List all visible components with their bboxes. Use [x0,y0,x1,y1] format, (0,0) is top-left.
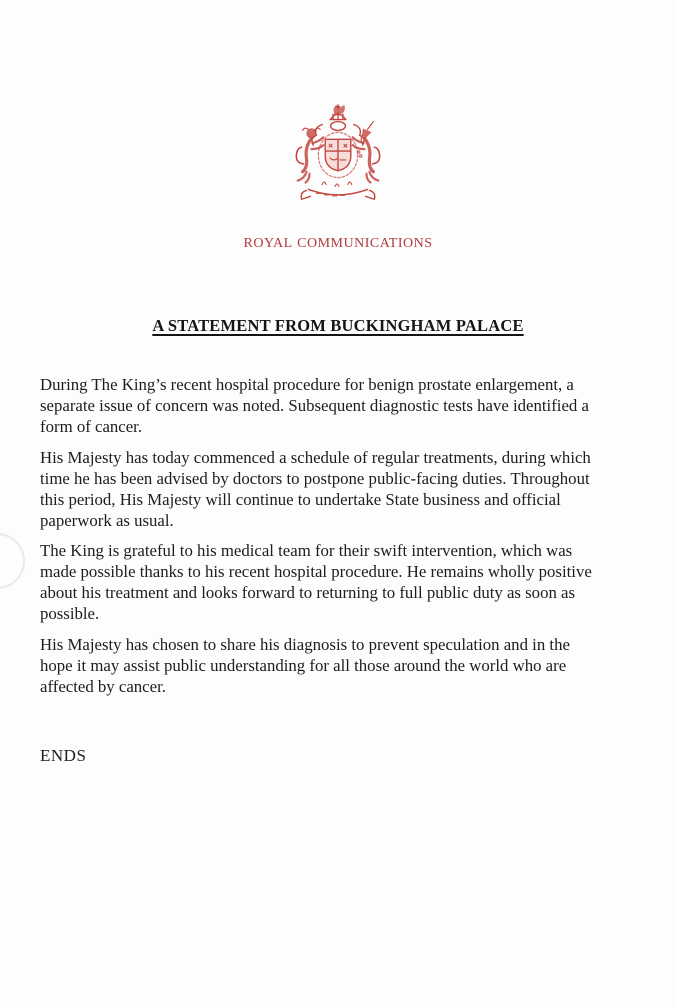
crest-container [0,100,676,212]
closing-line: ENDS [40,745,87,765]
statement-paragraph: The King is grateful to his medical team for their swift intervention, which was made possible thanks to his recent hospital procedure. He remains wholly positive about his treatment and looks forward to returning to full public duty as soon as possible. [40,541,592,623]
statement-paragraph: His Majesty has today commenced a schedule of regular treatments, during which time he has been advised by doctors to postpone public-facing duties. Throughout this period, His Majesty will continue to undertake State business and official paperwork as usual. [40,447,591,530]
statement-title: A STATEMENT FROM BUCKINGHAM PALACE [152,316,524,335]
organization-header: ROYAL COMMUNICATIONS [243,236,433,251]
statement-page [0,100,676,1008]
statement-paragraph: His Majesty has chosen to share his diagnosis to prevent speculation and in the hope it may assist public understanding for all those around the world who are affected by cancer. [40,634,570,696]
royal-coat-of-arms-icon [279,199,397,216]
title-container [0,316,676,336]
edge-circle-artifact [0,533,25,589]
statement-paragraph: During The King’s recent hospital procedure for benign prostate enlargement, a separate issue of concern was noted. Subsequent diagnostic tests have identified a form of cancer. [40,375,589,436]
statement-body [40,374,598,697]
